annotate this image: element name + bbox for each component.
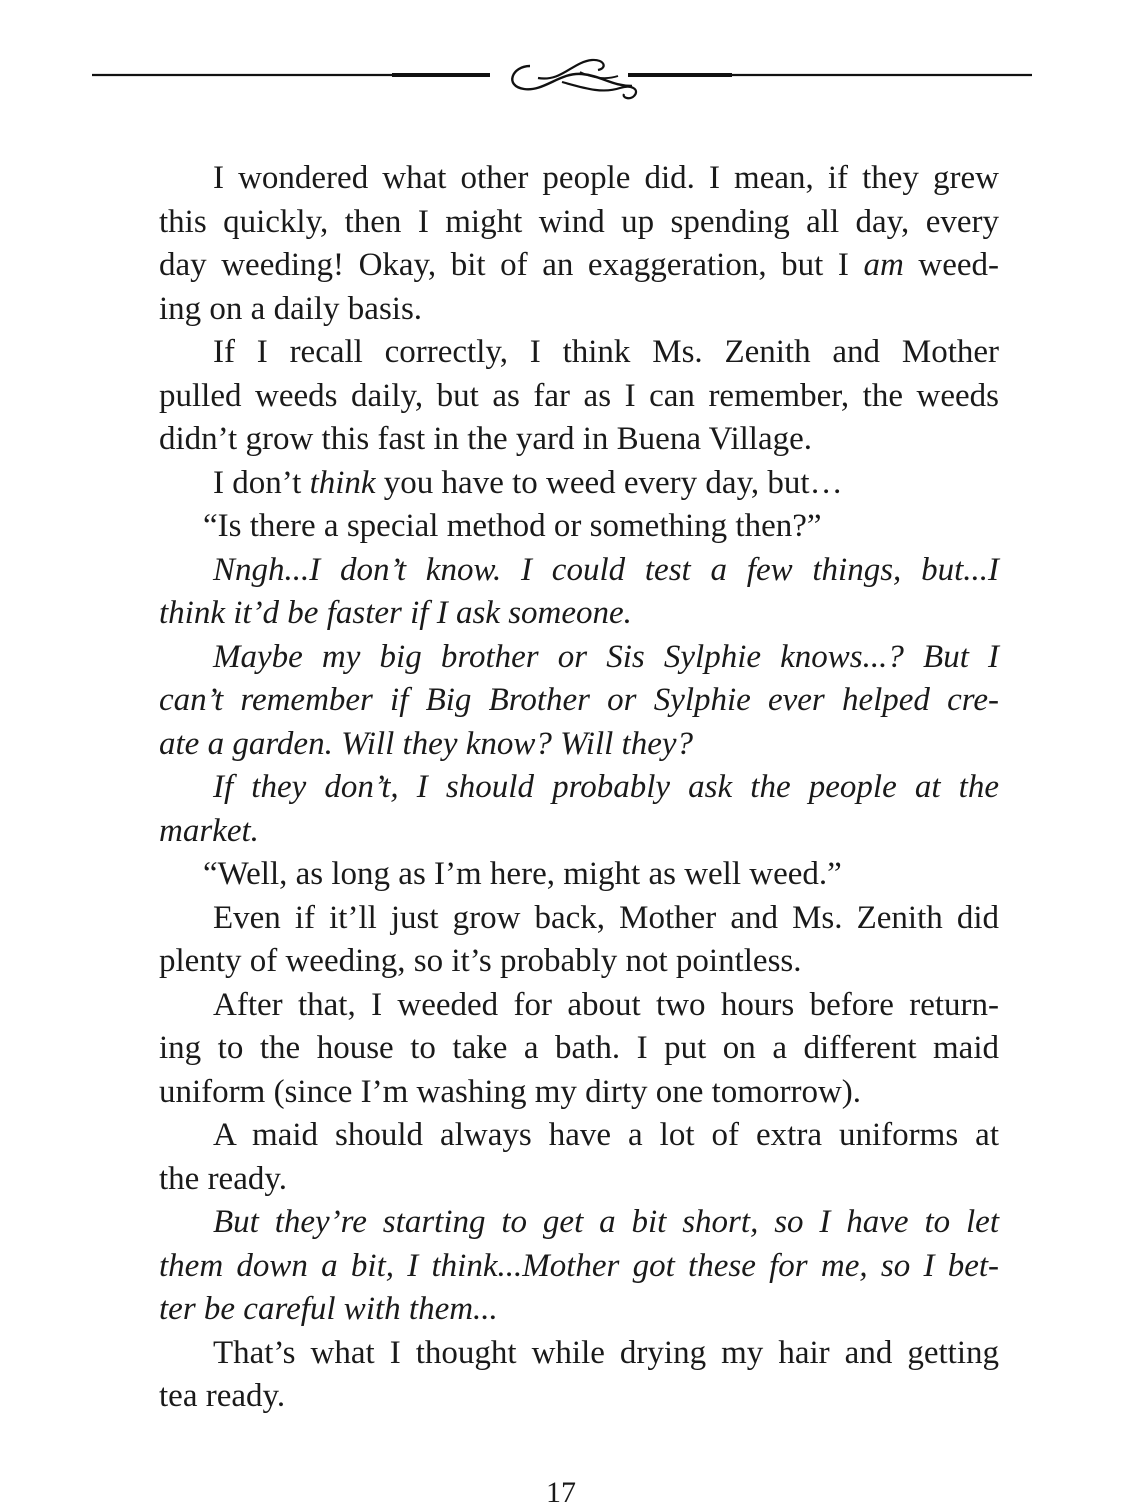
thought-line: ate a garden. Will they know? Will they? bbox=[159, 725, 694, 762]
text-line: the ready. bbox=[159, 1160, 287, 1197]
text-line: If I recall correctly, I think Ms. Zenith and Mother bbox=[213, 334, 999, 370]
text-line: tea ready. bbox=[159, 1378, 286, 1414]
text-line: day weeding! Okay, bit of an exaggeration, but I am weed- bbox=[159, 247, 999, 283]
thought-line: ter be careful with them... bbox=[159, 1291, 498, 1327]
thought-line: Maybe my big brother or Sis Sylphie knows...? But I bbox=[213, 638, 999, 675]
thought-line: Nngh...I don’t know. I could test a few things, but...I bbox=[213, 551, 999, 588]
text-line: Even if it’ll just grow back, Mother and Ms. Zenith did bbox=[213, 899, 999, 936]
thought-line: them down a bit, I think...Mother got these for me, so I bet- bbox=[159, 1247, 999, 1284]
dialogue-line: “Is there a special method or something then?” bbox=[203, 508, 822, 544]
dialogue-line: “Well, as long as I’m here, might as well weed.” bbox=[203, 856, 842, 892]
text-line: I don’t think you have to weed every day, but… bbox=[213, 464, 843, 501]
italic-emphasis: am bbox=[863, 247, 904, 283]
text-line: ing on a daily basis. bbox=[159, 290, 423, 327]
text-line: That’s what I thought while drying my hair and getting bbox=[213, 1334, 999, 1371]
text-line: plenty of weeding, so it’s probably not pointless. bbox=[159, 943, 802, 979]
thought-line: market. bbox=[159, 812, 259, 849]
italic-emphasis: think bbox=[309, 464, 376, 501]
body-text bbox=[159, 157, 999, 1419]
text-line: ing to the house to take a bath. I put on a different maid bbox=[159, 1030, 999, 1066]
text-line: this quickly, then I might wind up spending all day, every bbox=[159, 203, 999, 240]
thought-line: think it’d be faster if I ask someone. bbox=[159, 595, 632, 631]
flourish-divider-icon bbox=[92, 52, 1032, 102]
text-line: After that, I weeded for about two hours before return- bbox=[213, 986, 999, 1023]
thought-line: But they’re starting to get a bit short, so I have to let bbox=[213, 1204, 999, 1240]
text-line: uniform (since I’m washing my dirty one tomorrow). bbox=[159, 1073, 862, 1110]
text-line: I wondered what other people did. I mean, if they grew bbox=[213, 160, 999, 196]
page-number: 17 bbox=[546, 1476, 576, 1509]
text-line: A maid should always have a lot of extra uniforms at bbox=[213, 1117, 999, 1153]
text-line: pulled weeds daily, but as far as I can remember, the weeds bbox=[159, 377, 999, 414]
thought-line: can’t remember if Big Brother or Sylphie ever helped cre- bbox=[159, 682, 999, 718]
text-line: didn’t grow this fast in the yard in Buena Village. bbox=[159, 421, 813, 457]
thought-line: If they don’t, I should probably ask the people at the bbox=[213, 769, 999, 805]
